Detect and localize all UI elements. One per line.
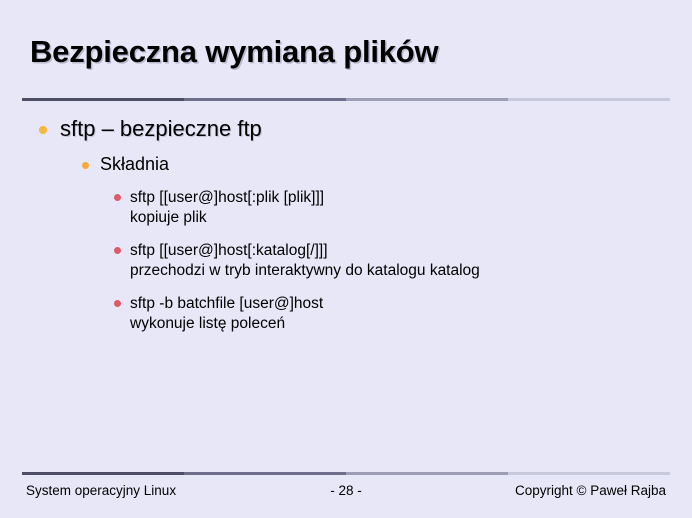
divider-segment-1 (22, 98, 184, 101)
title-divider (22, 98, 670, 101)
bullet-dot-icon (114, 194, 121, 201)
bullet-level1 (26, 116, 676, 142)
bullet-level3 (26, 241, 676, 281)
bullet-level2 (26, 154, 676, 175)
footer-divider (22, 472, 670, 475)
bullet-level2-label: Składnia (100, 154, 170, 174)
bullet-dot-icon (114, 247, 121, 254)
divider-segment-3 (346, 98, 508, 101)
divider-segment-2 (184, 98, 346, 101)
footer-copyright: Copyright © Paweł Rajba (514, 483, 666, 498)
bullet-level3-line1: sftp [[user@]host[:katalog[/]]] (130, 242, 328, 259)
footer-divider-segment-2 (184, 472, 346, 475)
bullet-dot-icon (114, 300, 121, 307)
bullet-level3-line2: wykonuje listę poleceń (130, 315, 286, 332)
bullet-level3 (26, 294, 676, 334)
bullet-level3-line1: sftp [[user@]host[:plik [plik]]] (130, 189, 325, 206)
divider-segment-4 (508, 98, 670, 101)
bullet-level3-line1: sftp -b batchfile [user@]host (130, 295, 324, 312)
footer-divider-segment-3 (346, 472, 508, 475)
slide-content (26, 116, 676, 334)
footer-divider-segment-4 (508, 472, 670, 475)
footer-page-number: - 28 - (330, 483, 362, 498)
bullet-level3-line2: przechodzi w tryb interaktywny do katalogu katalog (130, 262, 480, 279)
bullet-level3 (26, 188, 676, 228)
footer-divider-segment-1 (22, 472, 184, 475)
bullet-dot-icon (82, 162, 89, 169)
bullet-dot-icon (39, 126, 47, 134)
page-title: Bezpieczna wymiana plików (30, 34, 439, 69)
slide-footer (26, 483, 666, 503)
bullet-level1-label: sftp – bezpieczne ftp (60, 116, 262, 141)
footer-left-text: System operacyjny Linux (26, 483, 177, 498)
bullet-level3-line2: kopiuje plik (130, 209, 207, 226)
